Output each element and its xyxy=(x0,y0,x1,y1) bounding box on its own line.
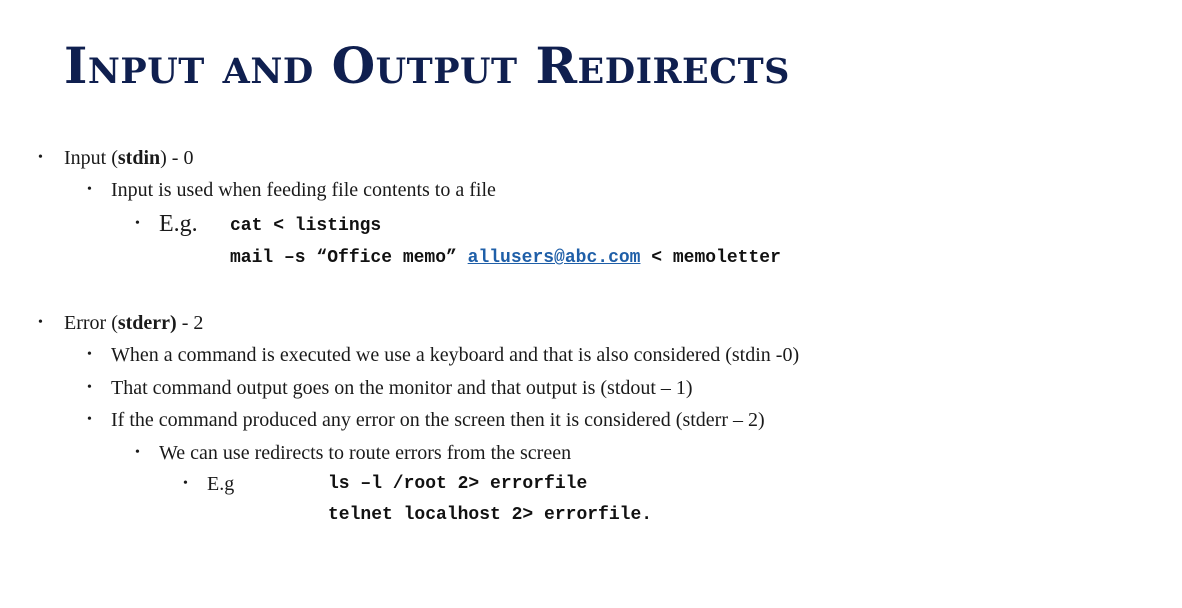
input-description: Input is used when feeding file contents to a file xyxy=(111,179,496,201)
error-heading-pre: Error ( xyxy=(64,312,118,334)
input-example-1: cat < listings xyxy=(230,216,382,236)
slide-title: Input and Output Redirects xyxy=(64,36,790,95)
input-heading xyxy=(64,146,193,170)
bullet-input-desc: • xyxy=(87,182,92,197)
bullet-error: • xyxy=(38,315,43,330)
bullet-error-subpoint: • xyxy=(135,445,140,460)
bullet-error-point-3: • xyxy=(87,412,92,427)
input-heading-pre: Input ( xyxy=(64,147,118,169)
input-heading-post: ) - 0 xyxy=(160,147,194,169)
bullet-error-point-1: • xyxy=(87,347,92,362)
input-example-2-pre: mail –s “Office memo” xyxy=(230,248,468,268)
error-point-2: That command output goes on the monitor and that output is (stdout – 1) xyxy=(111,377,693,399)
bullet-input: • xyxy=(38,150,43,165)
input-heading-bold: stdin xyxy=(117,147,161,169)
error-point-1: When a command is executed we use a keyboard and that is also considered (stdin -0) xyxy=(111,344,800,366)
email-link[interactable]: allusers@abc.com xyxy=(467,248,641,268)
input-eg-label: E.g. xyxy=(159,211,198,237)
error-example-1: ls –l /root 2> errorfile xyxy=(328,474,588,494)
input-example-2-post: < memoletter xyxy=(640,248,781,268)
error-heading-post: - 2 xyxy=(176,312,204,334)
error-heading xyxy=(64,311,203,335)
error-subpoint: We can use redirects to route errors from the screen xyxy=(159,442,572,464)
bullet-error-point-2: • xyxy=(87,380,92,395)
error-example-2: telnet localhost 2> errorfile. xyxy=(328,505,653,525)
error-eg-label: E.g xyxy=(207,473,235,495)
bullet-error-eg: • xyxy=(183,476,188,491)
error-point-3: If the command produced any error on the screen then it is considered (stderr – 2) xyxy=(111,409,765,431)
error-heading-bold: stderr) xyxy=(117,312,177,334)
bullet-input-eg: • xyxy=(135,216,140,231)
input-example-2 xyxy=(230,246,781,270)
